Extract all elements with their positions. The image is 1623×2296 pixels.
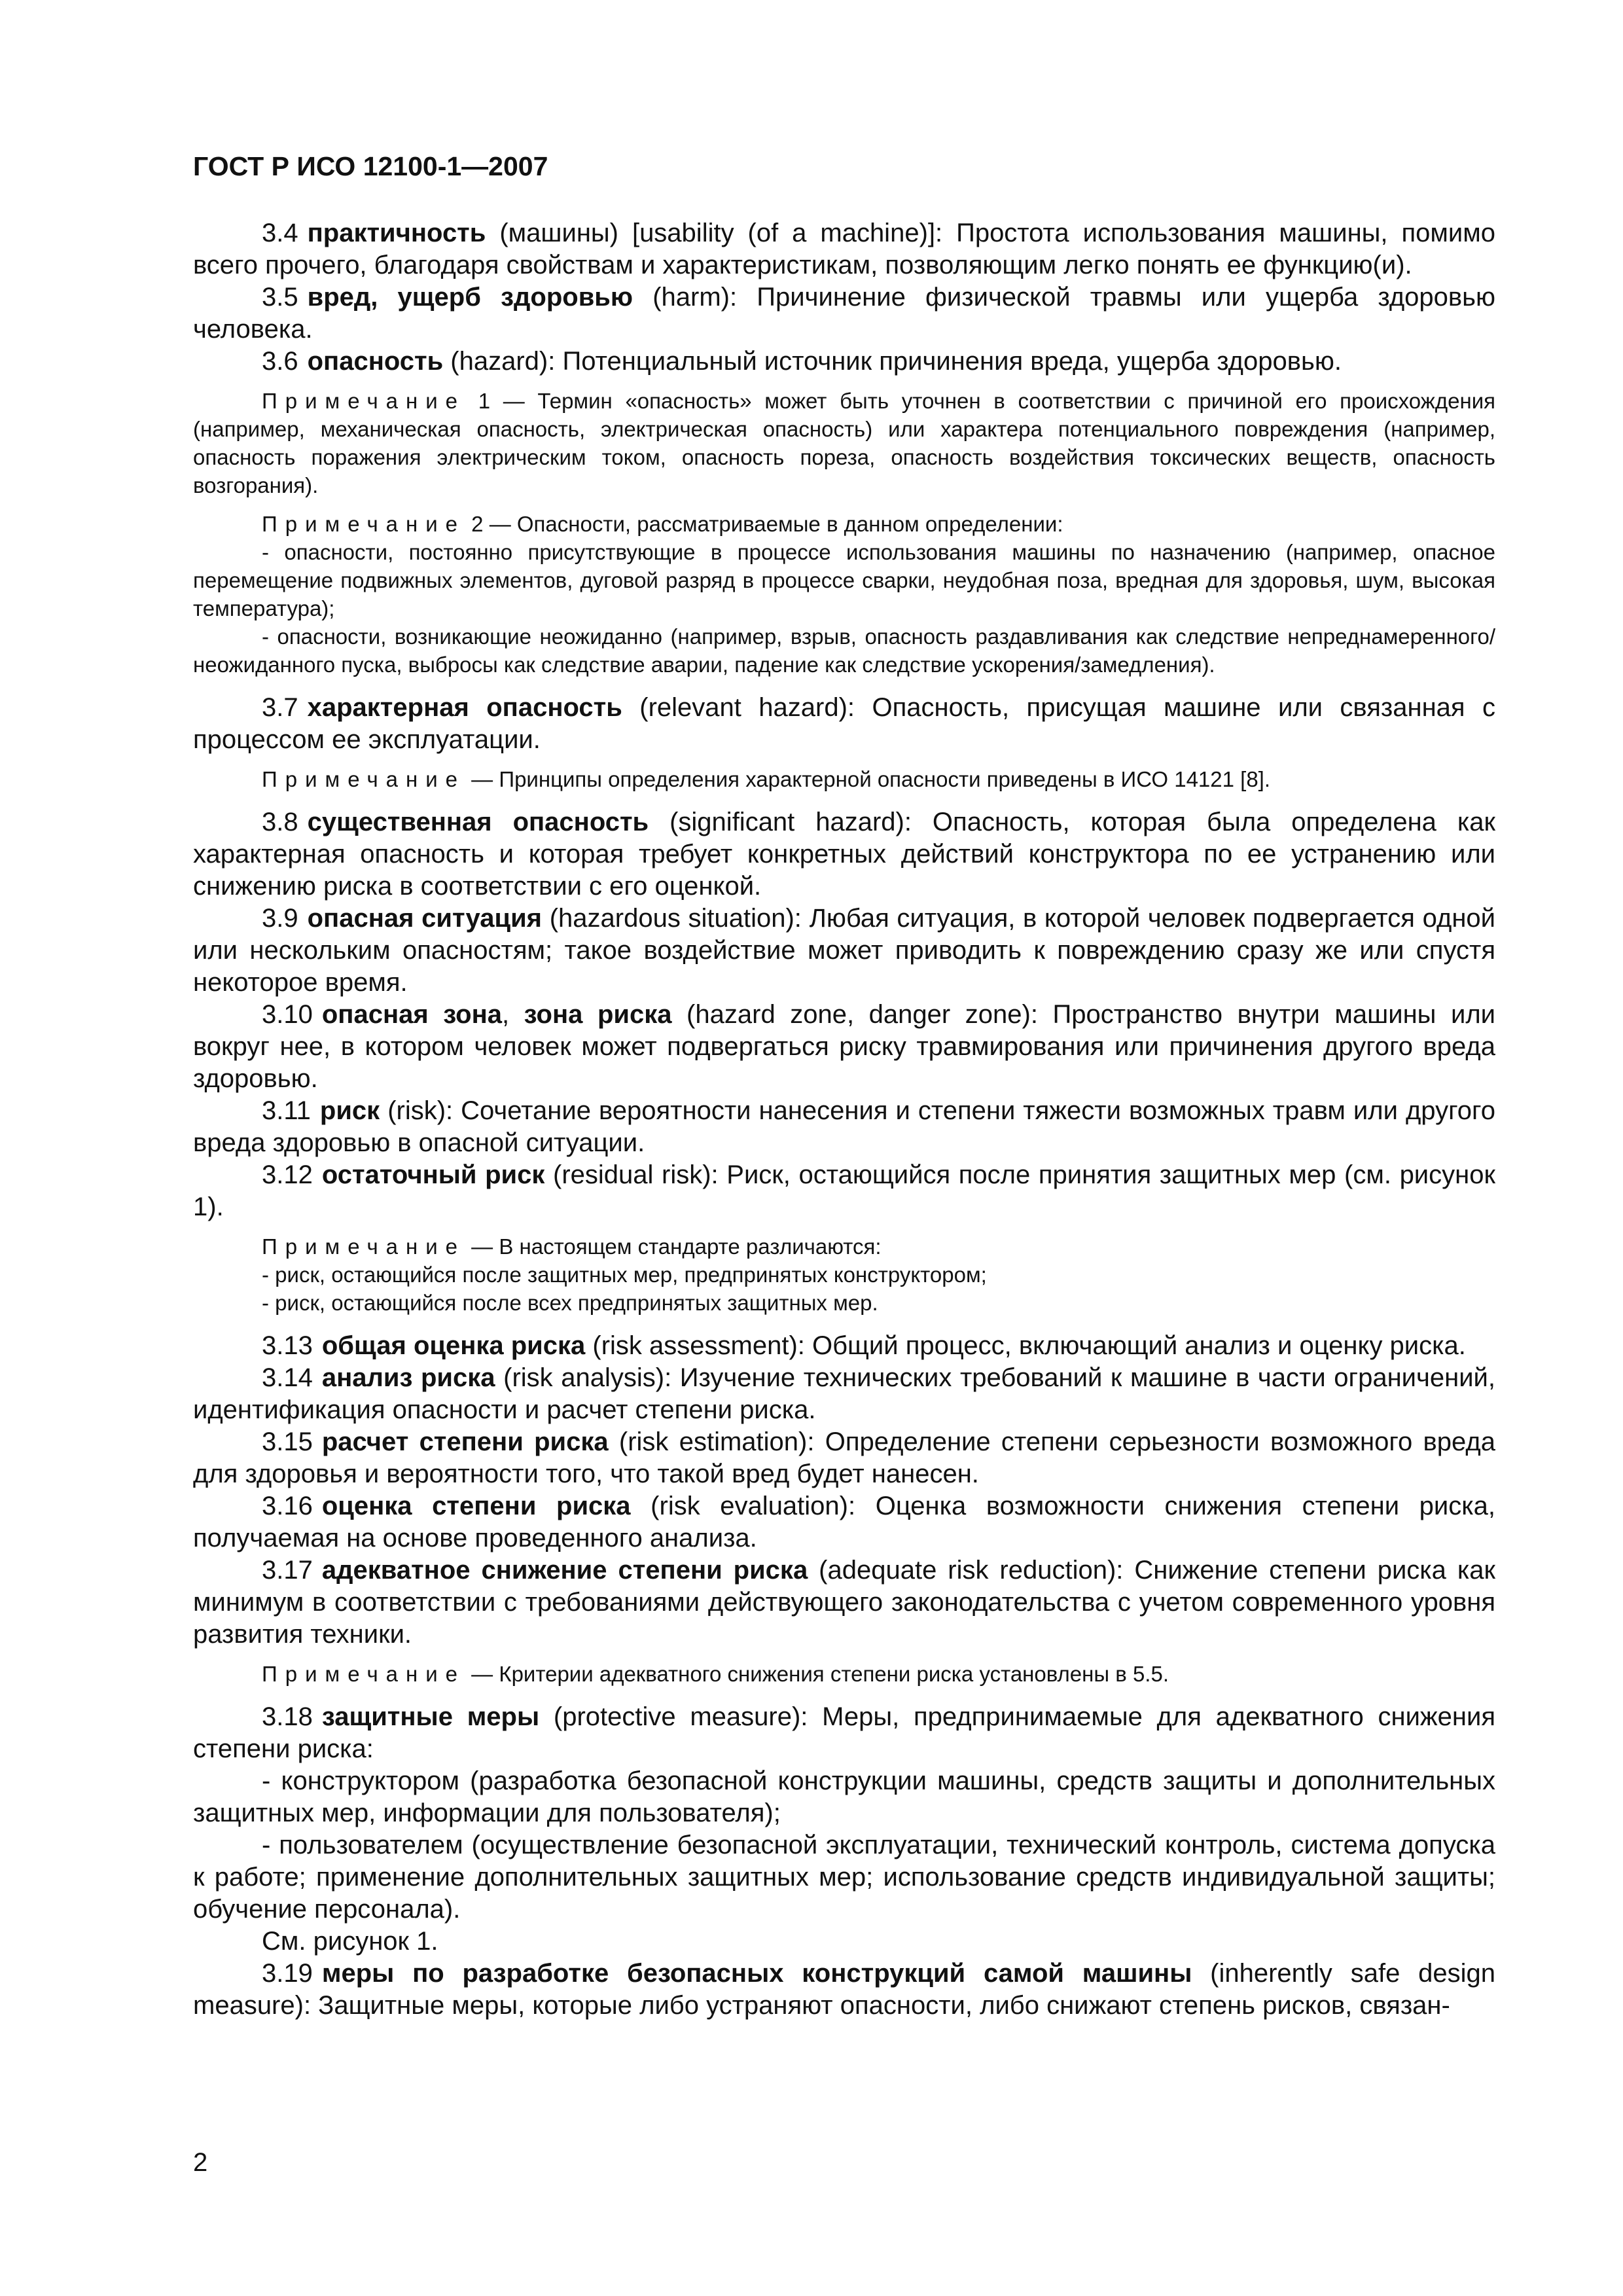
term-name: опасная зона — [321, 1000, 502, 1029]
term-name: опасная ситуация — [307, 904, 543, 933]
note-3-6-2 — [193, 510, 1495, 538]
term-name: меры по разработке безопасных конструкций самой машины — [321, 1959, 1192, 1988]
term-name: адекватное снижение степени риска — [321, 1556, 808, 1585]
term-definition: (adequate risk reduction): Снижение степени риска как минимум в соответствии с требованиями действующего законодательства с учетом современного уровня развития техники. — [193, 1556, 1495, 1649]
definition-3-18-see-figure: См. рисунок 1. — [262, 1927, 438, 1956]
term-number: 3.8 — [262, 808, 298, 836]
note-label: Примечание — [262, 1234, 466, 1259]
notes-3-7 — [193, 765, 1495, 793]
term-number: 3.16 — [262, 1492, 313, 1520]
term-name: оценка степени риска — [321, 1492, 631, 1520]
note-text: — Принципы определения характерной опасности приведены в ИСО 14121 [8]. — [465, 767, 1271, 791]
term-name: опасность — [307, 347, 444, 376]
note-3-12-item-b: - риск, остающийся после всех предпринятых защитных мер. — [262, 1291, 878, 1315]
term-definition: (risk estimation): Определение степени серьезности возможного вреда для здоровья и вероятности того, что такой вред будет нанесен. — [193, 1427, 1496, 1488]
term-definition: (residual risk): Риск, остающийся после принятия защитных мер (см. рисунок 1). — [193, 1160, 1495, 1221]
note-3-7 — [193, 765, 1495, 793]
term-definition: (risk): Сочетание вероятности нанесения и степени тяжести возможных травм или другого вреда здоровью в опасной ситуации. — [193, 1096, 1495, 1157]
notes-3-6 — [193, 387, 1495, 679]
note-label: Примечание — [262, 389, 466, 413]
definition-3-10 — [193, 999, 1495, 1095]
term-number: 3.9 — [262, 904, 298, 933]
term-definition: (protective measure): Меры, предпринимаемые для адекватного снижения степени риска: — [193, 1702, 1496, 1763]
note-label: Примечание — [262, 512, 466, 536]
term-definition: (risk evaluation): Оценка возможности снижения степени риска, получаемая на основе проведенного анализа. — [193, 1492, 1495, 1552]
term-name-alt: зона риска — [524, 1000, 672, 1029]
definition-3-11 — [193, 1095, 1495, 1159]
document-page — [193, 151, 1495, 2022]
term-name: практичность — [307, 219, 486, 247]
note-text: — Критерии адекватного снижения степени риска установлены в 5.5. — [465, 1662, 1169, 1686]
definition-3-5 — [193, 281, 1495, 346]
definition-3-4 — [193, 217, 1495, 281]
term-name: вред, ущерб здоровью — [307, 283, 633, 312]
term-number: 3.7 — [262, 693, 298, 722]
note-3-12-item-a: - риск, остающийся после защитных мер, предпринятых конструктором; — [262, 1263, 987, 1287]
term-number: 3.15 — [262, 1427, 313, 1456]
term-number: 3.13 — [262, 1331, 313, 1360]
definition-3-7 — [193, 692, 1495, 756]
definition-3-12 — [193, 1159, 1495, 1223]
definition-3-18-item-b: - пользователем (осуществление безопасной эксплуатации, технический контроль, система допуска к работе; применение дополнительных защитных мер; использование средств индивидуальной защиты; обучение персонала). — [193, 1831, 1495, 1924]
definition-3-19 — [193, 1958, 1495, 2022]
term-name: общая оценка риска — [321, 1331, 586, 1360]
term-name: существенная опасность — [307, 808, 649, 836]
definition-3-9 — [193, 903, 1495, 999]
term-definition: (risk analysis): Изучение технических требований к машине в части ограничений, идентификация опасности и расчет степени риска. — [193, 1363, 1496, 1424]
definition-3-18-item-a: - конструктором (разработка безопасной конструкции машины, средств защиты и дополнительных защитных мер, информации для пользователя); — [193, 1767, 1495, 1827]
note-3-17 — [193, 1660, 1495, 1688]
term-number: 3.4 — [262, 219, 298, 247]
term-number: 3.17 — [262, 1556, 313, 1585]
term-number: 3.19 — [262, 1959, 313, 1988]
term-name: характерная опасность — [307, 693, 622, 722]
note-label: Примечание — [262, 767, 466, 791]
notes-3-12 — [193, 1232, 1495, 1317]
definition-3-8 — [193, 806, 1495, 903]
term-definition: (risk assessment): Общий процесс, включающий анализ и оценку риска. — [585, 1331, 1466, 1360]
notes-3-17 — [193, 1660, 1495, 1688]
term-number: 3.11 — [262, 1096, 311, 1125]
definition-3-14 — [193, 1362, 1495, 1426]
term-definition: (машины) [usability (of a machine)]: Простота использования машины, помимо всего прочего, благодаря свойствам и характеристикам, позволяющим легко понять ее функцию(и). — [193, 219, 1495, 279]
term-number: 3.6 — [262, 347, 298, 376]
definition-3-18 — [193, 1701, 1495, 1765]
term-number: 3.18 — [262, 1702, 313, 1731]
term-number: 3.12 — [262, 1160, 313, 1189]
note-text: — В настоящем стандарте различаются: — [465, 1234, 882, 1259]
term-name: защитные меры — [321, 1702, 540, 1731]
term-definition: (hazardous situation): Любая ситуация, в которой человек подвергается одной или нескольким опасностям; такое воздействие может приводить к повреждению сразу же или спустя некоторое время. — [193, 904, 1496, 997]
note-label: Примечание — [262, 1662, 466, 1686]
definition-3-16 — [193, 1490, 1495, 1554]
definition-3-17 — [193, 1554, 1495, 1651]
note-3-6-1 — [193, 387, 1495, 499]
note-3-12 — [193, 1232, 1495, 1261]
note-3-6-2-item-b: - опасности, возникающие неожиданно (например, взрыв, опасность раздавливания как следствие непреднамеренного/неожиданного пуска, выбросы как следствие аварии, падение как следствие ускорения/замедления). — [193, 624, 1495, 677]
term-definition: (relevant hazard): Опасность, присущая машине или связанная с процессом ее эксплуатации. — [193, 693, 1495, 754]
term-definition: (significant hazard): Опасность, которая была определена как характерная опасность и которая требует конкретных действий конструктора по ее устранению или снижению риска в соответствии с его оценкой. — [193, 808, 1496, 901]
term-definition: (hazard zone, danger zone): Пространство внутри машины или вокруг нее, в котором человек может подвергаться риску травмирования или причинения другого вреда здоровью. — [193, 1000, 1496, 1093]
term-name: расчет степени риска — [321, 1427, 609, 1456]
term-definition: (harm): Причинение физической травмы или ущерба здоровью человека. — [193, 283, 1496, 344]
term-name: остаточный риск — [321, 1160, 545, 1189]
definition-3-13 — [193, 1330, 1495, 1362]
note-text: 2 — Опасности, рассматриваемые в данном определении: — [465, 512, 1063, 536]
term-number: 3.5 — [262, 283, 298, 312]
term-definition: (hazard): Потенциальный источник причинения вреда, ущерба здоровью. — [443, 347, 1342, 376]
note-text: 1 — Термин «опасность» может быть уточнен в соответствии с причиной его происхождения (например, механическая опасность, электрическая опасность) или характера потенциального повреждения (например, опасность поражения электрическим током, опасность пореза, опасность воздействия токсических веществ, опасность возгорания). — [193, 389, 1495, 497]
term-name: анализ риска — [321, 1363, 495, 1392]
term-separator: , — [501, 1000, 524, 1029]
term-definition: (inherently safe design measure): Защитные меры, которые либо устраняют опасности, либо снижают степень рисков, связан- — [193, 1959, 1495, 2020]
term-number: 3.14 — [262, 1363, 313, 1392]
term-number: 3.10 — [262, 1000, 313, 1029]
page-number: 2 — [193, 2148, 208, 2177]
note-3-6-2-item-a: - опасности, постоянно присутствующие в процессе использования машины по назначению (например, опасное перемещение подвижных элементов, дуговой разряд в процессе сварки, неудобная поза, вредная для здоровья, шум, высокая температура); — [193, 540, 1495, 620]
term-name: риск — [319, 1096, 380, 1125]
definition-3-6 — [193, 346, 1495, 378]
document-header: ГОСТ Р ИСО 12100-1—2007 — [193, 151, 548, 181]
definition-3-15 — [193, 1426, 1495, 1490]
